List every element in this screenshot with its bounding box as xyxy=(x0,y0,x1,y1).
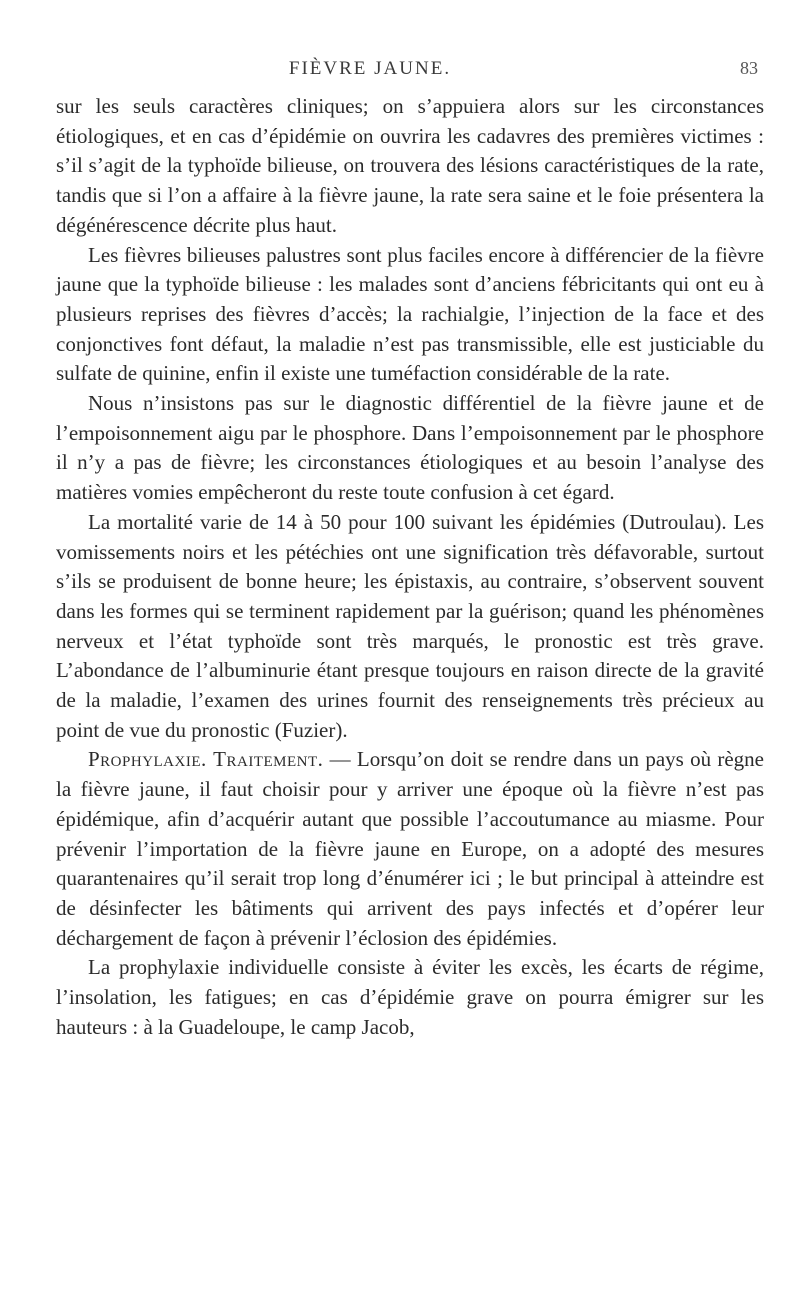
paragraph-6: La prophylaxie individuelle consiste à éviter les excès, les écarts de régime, l’insolation, les fatigues; en cas d’épidémie grave on pourra émigrer sur les hauteurs : à la Guadeloupe, le camp Jacob, xyxy=(56,955,764,1039)
body-text xyxy=(56,92,764,1043)
paragraph-5 xyxy=(56,745,764,953)
paragraph-1: sur les seuls caractères cliniques; on s’appuiera alors sur les circonstances étiologiques, et en cas d’épidémie on ouvrira les cadavres des premières victimes : s’il s’agit de la typhoïde bilieuse, on trouvera des lésions caractéristiques de la rate, tandis que si l’on a affaire à la fièvre jaune, la rate sera saine et le foie présentera la dégénérescence décrite plus haut. xyxy=(56,94,764,237)
running-title: FIÈVRE JAUNE. xyxy=(288,58,452,79)
paragraph-5-text: — Lorsqu’on doit se rendre dans un pays où règne la fièvre jaune, il faut choisir pour y arriver une époque où la fièvre n’est pas épidémique, afin d’acquérir autant que possible l’accoutumance au miasme. Pour prévenir l’importation de la fièvre jaune en Europe, on a adopté des mesures quarantenaires qu’il serait trop long d’énumérer ici ; le but principal à atteindre est de désinfecter les bâtiments qui arrivent des pays infectés et d’opérer leur déchargement de façon à prévenir l’éclosion des épidémies. xyxy=(56,747,764,950)
page-number: 83 xyxy=(740,58,758,78)
paragraph-4: La mortalité varie de 14 à 50 pour 100 suivant les épidémies (Dutroulau). Les vomissements noirs et les pétéchies ont une signification très défavorable, surtout s’ils se produisent de bonne heure; les épistaxis, au contraire, s’observent souvent dans les formes qui se terminent rapidement par la guérison; quand les phénomènes nerveux et l’état typhoïde sont très marqués, le pronostic est très grave. L’abondance de l’albuminurie étant presque toujours en raison directe de la gravité de la maladie, l’examen des urines fournit des renseignements très précieux au point de vue du pronostic (Fuzier). xyxy=(56,509,764,742)
paragraph-2: Les fièvres bilieuses palustres sont plus faciles encore à différencier de la fièvre jaune que la typhoïde bilieuse : les malades sont d’anciens fébricitants qui ont eu à plusieurs reprises des fièvres d’accès; la rachialgie, l’injection de la face et des conjonctives font défaut, la maladie n’est pas transmissible, elle est justiciable du sulfate de quinine, enfin il existe une tuméfaction considérable de la rate. xyxy=(56,242,764,386)
running-head xyxy=(0,58,800,84)
section-heading: Prophylaxie. Traitement. xyxy=(88,747,324,772)
paragraph-3: Nous n’insistons pas sur le diagnostic différentiel de la fièvre jaune et de l’empoisonnement aigu par le phosphore. Dans l’empoisonnement par le phosphore il n’y a pas de fièvre; les circonstances étiologiques et au besoin l’analyse des matières vomies empêcheront du reste toute confusion à cet égard. xyxy=(56,391,764,505)
